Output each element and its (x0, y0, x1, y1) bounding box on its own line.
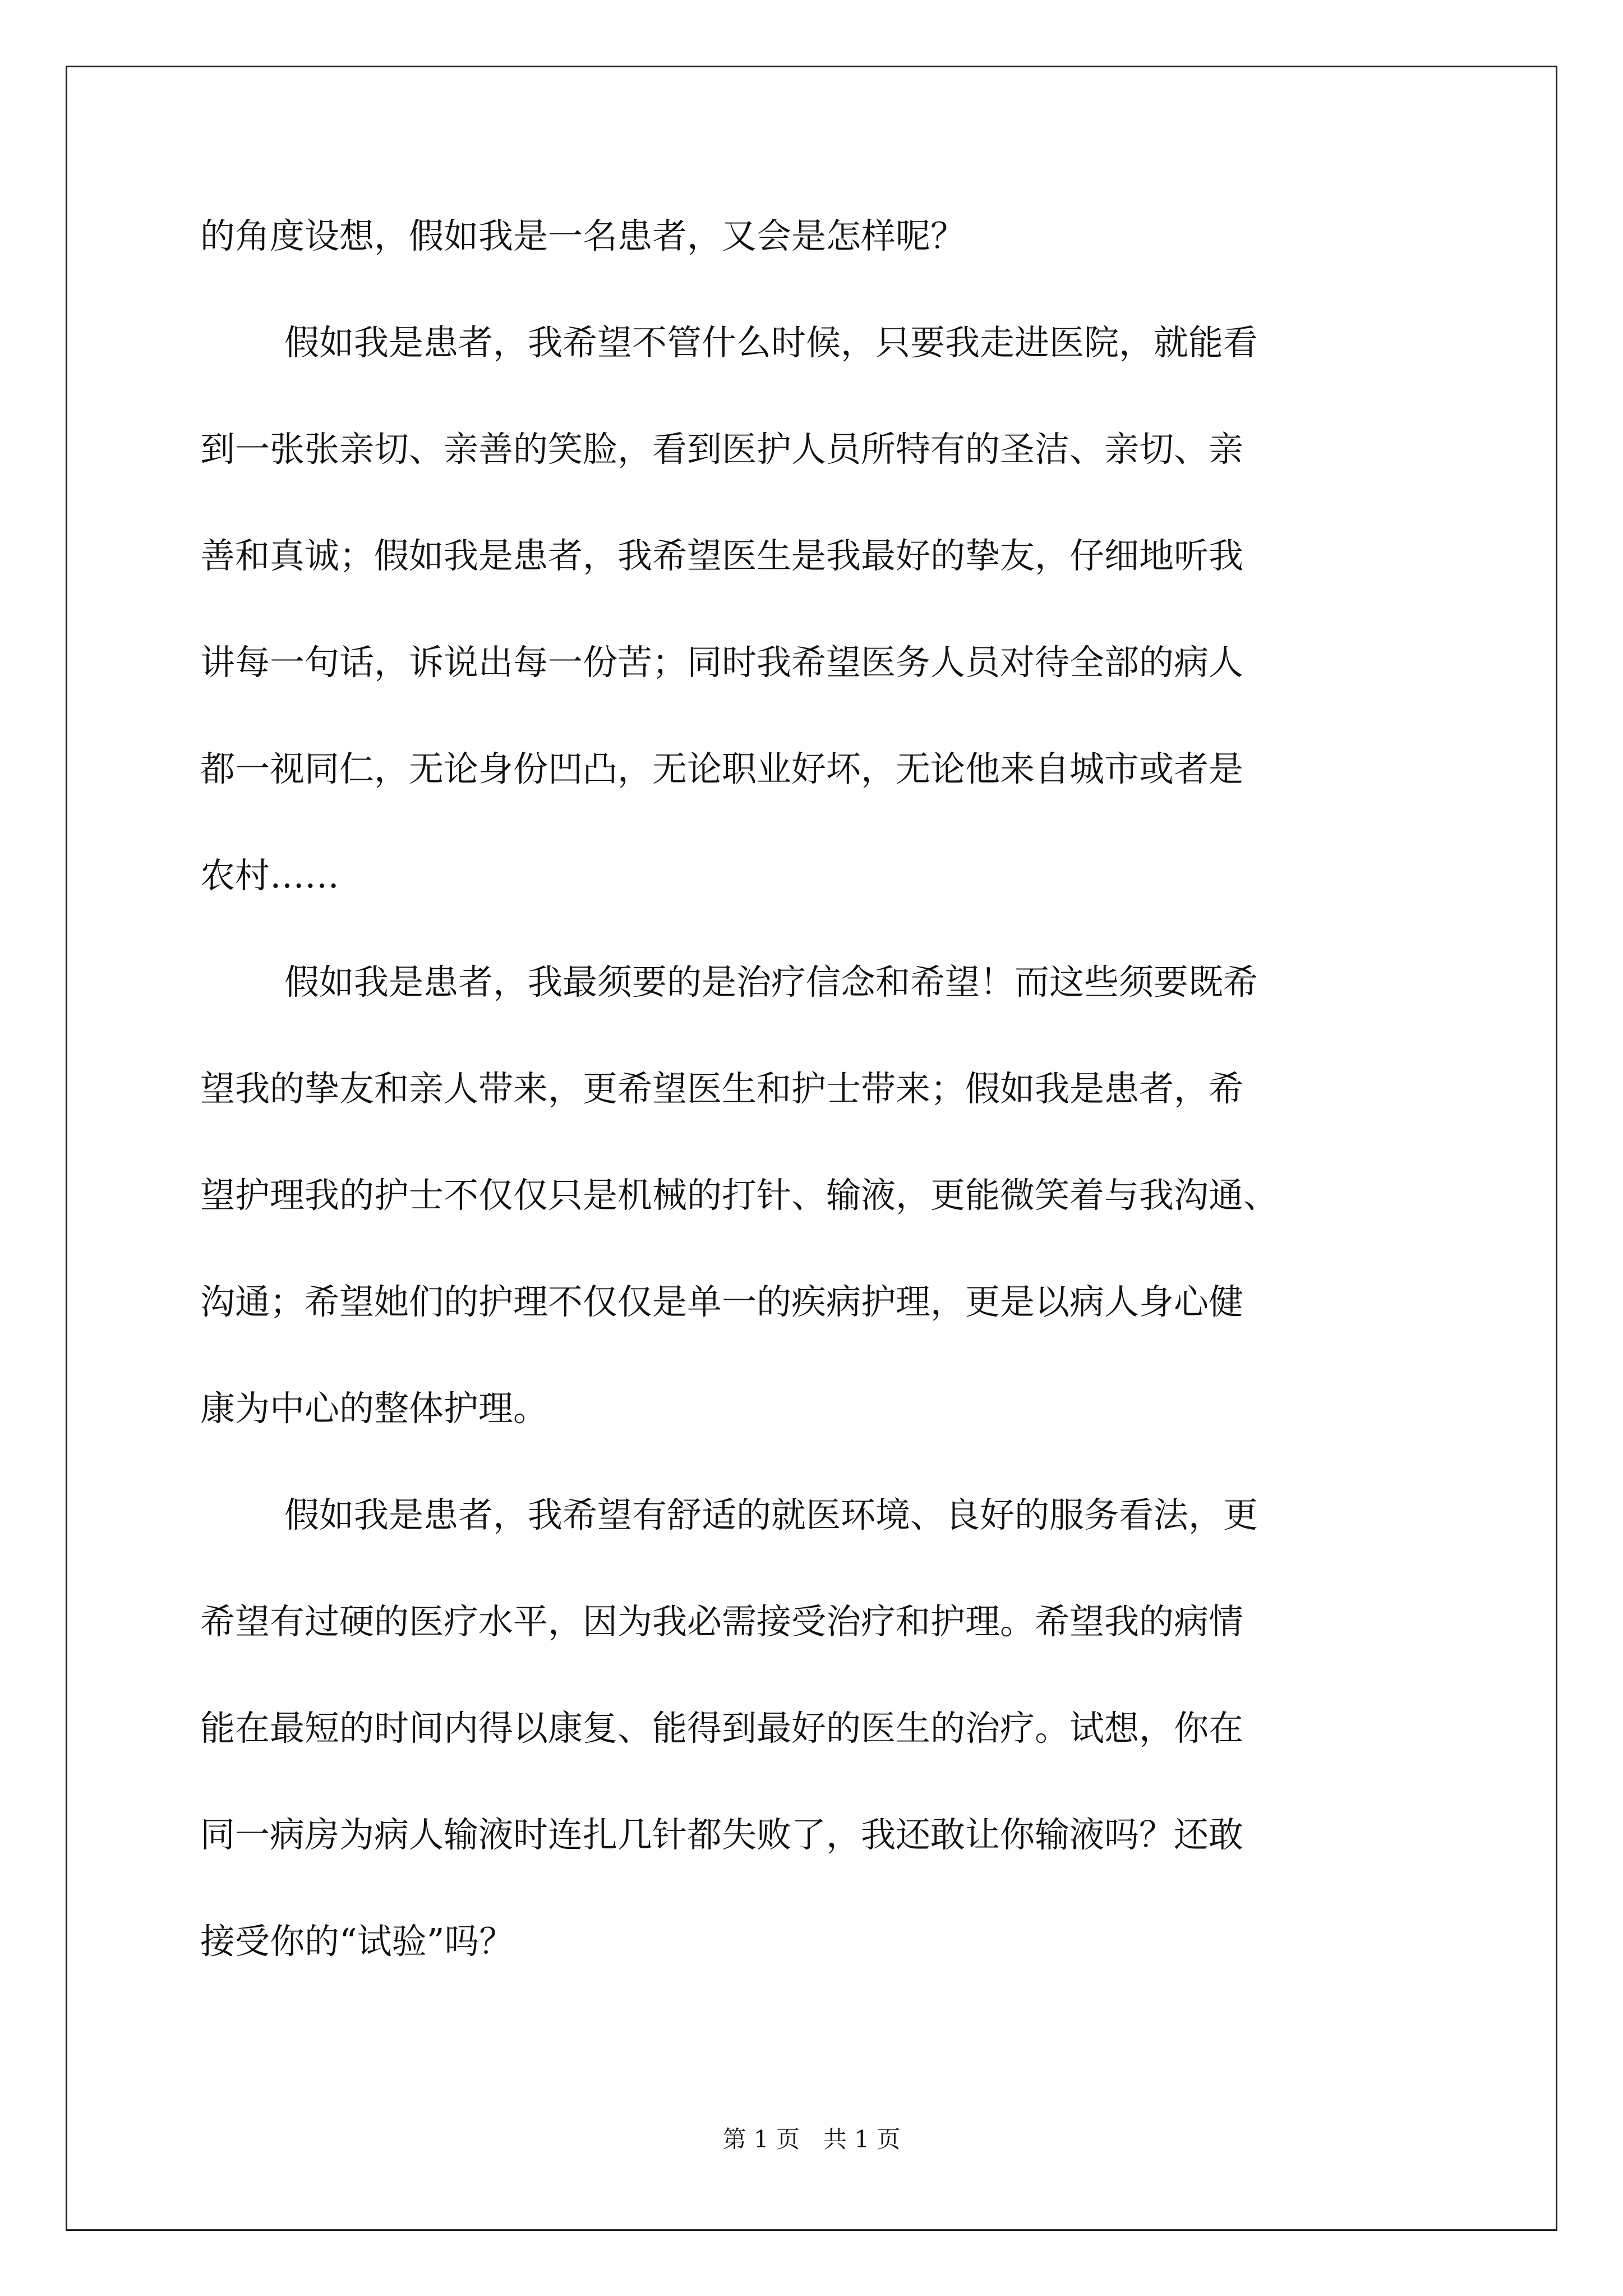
text-line: 望护理我的护士不仅仅只是机械的打针、输液，更能微笑着与我沟通、 (200, 1175, 1279, 1216)
text-line: 善和真诚；假如我是患者，我希望医生是我最好的挚友，仔细地听我 (200, 535, 1244, 576)
page-number-footer: 第 1 页 共 1 页 (722, 2125, 901, 2153)
text-line: 同一病房为病人输液时连扎几针都失败了，我还敢让你输液吗？还敢 (200, 1814, 1244, 1855)
text-line: 望我的挚友和亲人带来，更希望医生和护士带来；假如我是患者，希 (200, 1068, 1244, 1109)
text-line: 都一视同仁，无论身份凹凸，无论职业好坏，无论他来自城市或者是 (200, 748, 1244, 789)
text-line: 假如我是患者，我希望不管什么时候，只要我走进医院，就能看 (284, 322, 1258, 363)
text-line: 讲每一句话，诉说出每一份苦；同时我希望医务人员对待全部的病人 (200, 642, 1244, 683)
text-line: 希望有过硬的医疗水平，因为我必需接受治疗和护理。希望我的病情 (200, 1601, 1244, 1642)
text-line: 沟通；希望她们的护理不仅仅是单一的疾病护理，更是以病人身心健 (200, 1281, 1244, 1322)
text-line: 农村…… (200, 855, 340, 896)
page-border (66, 66, 1557, 2231)
text-line: 的角度设想，假如我是一名患者，又会是怎样呢？ (200, 215, 966, 256)
text-line: 康为中心的整体护理。 (200, 1388, 548, 1429)
text-line: 能在最短的时间内得以康复、能得到最好的医生的治疗。试想，你在 (200, 1708, 1244, 1749)
text-line: 假如我是患者，我最须要的是治疗信念和希望！而这些须要既希 (284, 961, 1258, 1002)
text-line: 假如我是患者，我希望有舒适的就医环境、良好的服务看法，更 (284, 1494, 1258, 1535)
text-line: 接受你的“试验”吗？ (200, 1921, 514, 1962)
text-line: 到一张张亲切、亲善的笑脸，看到医护人员所特有的圣洁、亲切、亲 (200, 429, 1244, 470)
